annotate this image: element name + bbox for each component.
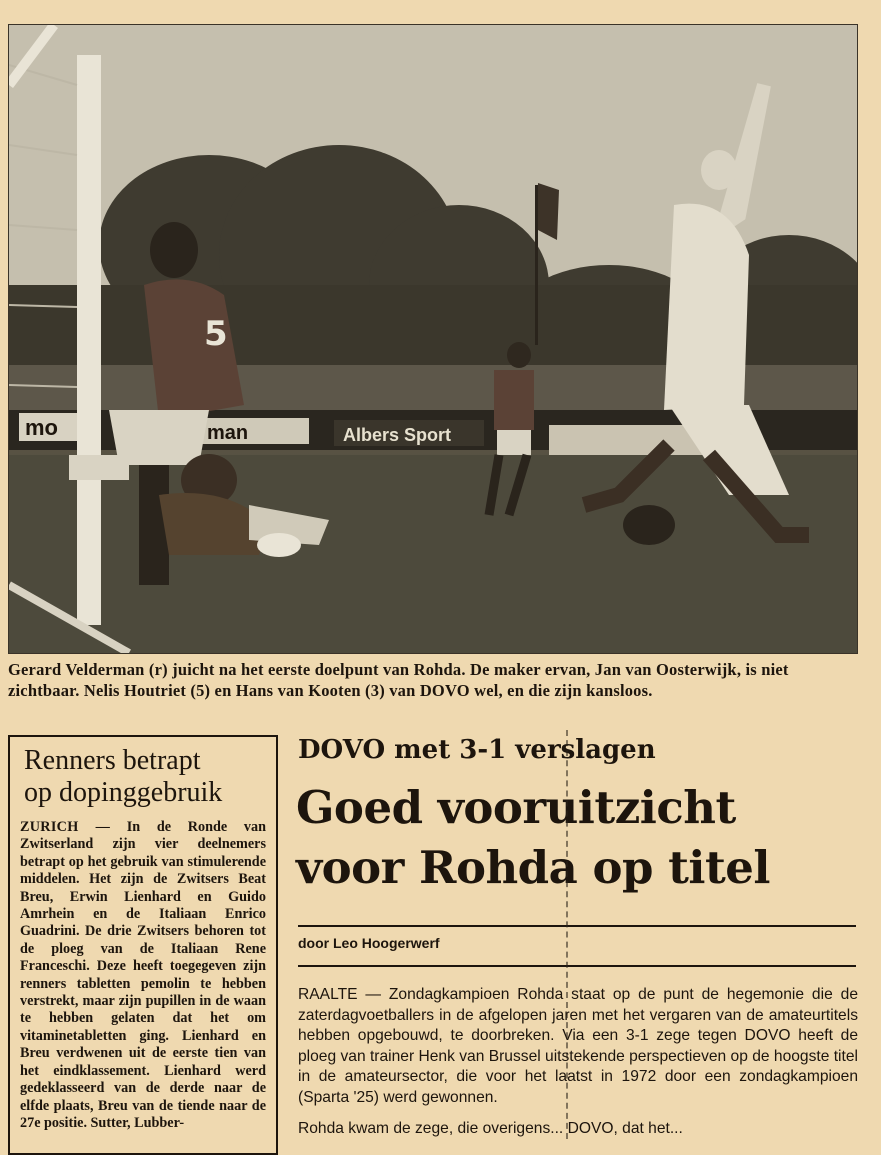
sidebar-dateline: ZURICH — (20, 819, 111, 835)
byline: door Leo Hoogerwerf (298, 935, 440, 951)
sidebar-headline-line1: Renners betrapt (24, 745, 201, 776)
ad-board-1: mo (25, 415, 58, 440)
ad-board-3: Albers Sport (343, 425, 452, 445)
sidebar-text: In de Ronde van Zwitserland zijn vier deelnemers betrapt op het gebruik van stimulerende middelen. Het zijn de Zwitsers Beat Breu, Erwin Lienhard en Guido Amrhein en de Italiaan Enrico Guadrini. De drie Zwitsers behoren tot de ploeg van de Italiaan Rene Franceschi. Deze heeft toegegeven zijn renners tabletten pemolin te hebben verstrekt, maar zijn pupillen in de waan te hebben gelaten dat het om vitaminetabletten ging. Lienhard en Breu verdwenen uit de eerste tien van het eindklassement. Lienhard werd gedeklasseerd van de derde naar de elfde plaats, Breu van de tiende naar de 27e positie. Sutter, Lubber- (20, 819, 266, 1131)
sidebar-headline-line2: op dopinggebruik (24, 777, 223, 808)
ad-board-2: man (207, 422, 249, 444)
fallen-player (623, 505, 675, 545)
paper-fold-crease (566, 730, 582, 1139)
sidebar-article (8, 735, 278, 1155)
headline-line2: voor Rohda op titel (296, 841, 771, 894)
article-next-line: Rohda kwam de zege, die overigens... DOVO, dat het... (298, 1119, 683, 1137)
sidebar-body (20, 819, 266, 1132)
headline-line1: Goed vooruitzicht (296, 781, 736, 834)
shirt-number: 5 (204, 314, 228, 354)
photo-caption: Gerard Velderman (r) juicht na het eerste doelpunt van Rohda. De maker ervan, Jan van Oosterwijk, is niet zichtbaar. Nelis Houtriet (5) en Hans van Kooten (3) van DOVO wel, en die zijn kansloos. (8, 660, 789, 700)
article-kicker: DOVO met 3-1 verslagen (298, 735, 656, 765)
match-photo (8, 24, 858, 654)
photo-scene (9, 25, 857, 653)
article-dateline: RAALTE — (298, 986, 381, 1003)
sidebar-headline (24, 745, 266, 809)
article-text: Zondagkampioen Rohda staat op de punt de hegemonie die de zaterdagvoetballers in de afgelopen jaren met het vergaren van de amateurtitels hebben opgebouwd, te doorbreken. Via een 3-1 zege tegen DOVO heeft de ploeg van trainer Henk van Brussel uitstekende perspectieven op de hoogste titel in de amateursector, die voor het laatst in 1972 door een zondagkampioen (Sparta '25) werd gewonnen. (298, 986, 858, 1106)
goal-post (77, 55, 101, 625)
